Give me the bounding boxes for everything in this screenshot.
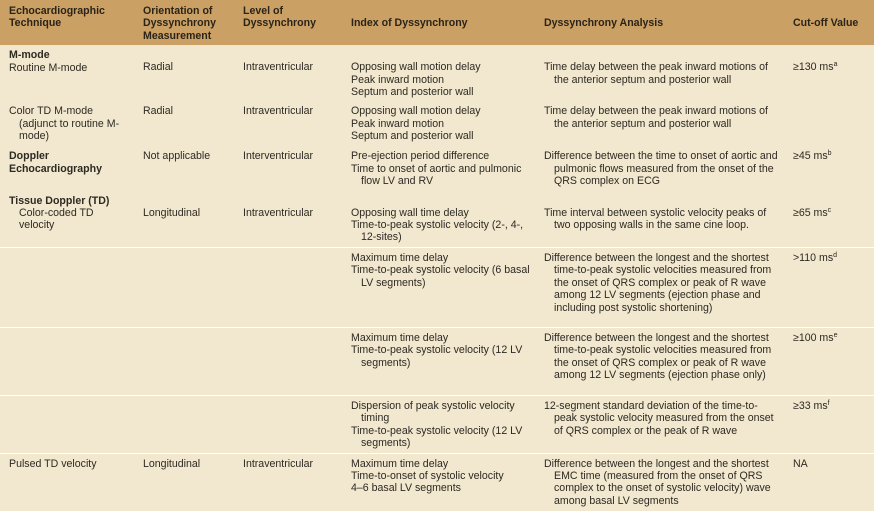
cutoff-footnote: b [827, 150, 832, 158]
cell-index [342, 146, 535, 190]
cell-cutoff [784, 101, 874, 146]
table-row [0, 327, 874, 395]
analysis-text: Difference between the longest and the shortest EMC time (measured from the onset of QRS complex to the onset of systolic velocity) wave among basal LV segments [544, 457, 771, 507]
cutoff-value: ≥65 ms [793, 206, 828, 219]
technique-name: Color-coded TD velocity [19, 207, 94, 232]
index-line: Time-to-onset of systolic velocity [351, 469, 504, 482]
technique-category: M-mode [9, 49, 50, 62]
header-orientation: Orientation of Dyssynchrony Measurement [134, 0, 234, 45]
cell-index [342, 453, 535, 510]
technique-category: Doppler Echocardiography [9, 150, 103, 175]
cell-level [234, 247, 342, 327]
index-line: Peak inward motion [351, 73, 445, 86]
cutoff-footnote: d [833, 251, 838, 259]
cell-technique [0, 395, 134, 453]
cell-analysis [535, 45, 784, 101]
cell-cutoff [784, 247, 874, 327]
cell-technique [0, 247, 134, 327]
cell-technique [0, 146, 134, 190]
analysis-text: Time delay between the peak inward motions of the anterior septum and posterior wall [544, 105, 768, 130]
cell-orientation: Radial [143, 61, 174, 74]
cell-technique [0, 45, 134, 101]
cell-level: Intraventricular [243, 206, 314, 219]
cutoff-value: >110 ms [793, 251, 834, 264]
technique-name: Routine M-mode [9, 61, 88, 74]
cell-analysis [535, 395, 784, 453]
cutoff-value: ≥130 ms [793, 61, 834, 74]
table-header [0, 0, 874, 45]
cell-technique [0, 191, 134, 248]
table-row [0, 247, 874, 327]
technique-name: Color TD M-mode (adjunct to routine M-mode) [9, 105, 120, 143]
cutoff-footnote: a [833, 61, 838, 69]
cutoff-value: ≥100 ms [793, 331, 834, 344]
analysis-text: 12-segment standard deviation of the time-to-peak systolic velocity measured from the onset of QRS complex or the peak of R wave [544, 399, 774, 437]
analysis-text: Time delay between the peak inward motions of the anterior septum and posterior wall [544, 61, 768, 86]
cell-index [342, 327, 535, 395]
cell-cutoff [784, 191, 874, 248]
analysis-text: Difference between the longest and the shortest time-to-peak systolic velocities measured from the onset of QRS complex or peak of R wave among 12 LV segments (ejection phase and including post systolic shortening) [544, 251, 772, 314]
cell-index [342, 247, 535, 327]
cell-orientation: Longitudinal [143, 206, 201, 219]
index-line: Time to onset of aortic and pulmonic flow LV and RV [351, 162, 522, 188]
cell-technique: Pulsed TD velocity [0, 453, 134, 510]
index-line: Time-to-peak systolic velocity (12 LV segments) [351, 344, 523, 369]
cutoff-value: ≥45 ms [793, 150, 828, 163]
cell-analysis [535, 146, 784, 190]
cell-level: Intraventricular [243, 105, 314, 118]
cell-orientation [134, 327, 234, 395]
index-line: Time-to-peak systolic velocity (2-, 4-, 12-sites) [351, 219, 524, 244]
cell-analysis [535, 247, 784, 327]
cell-orientation [134, 395, 234, 453]
cell-index [342, 45, 535, 101]
header-level: Level of Dyssynchrony [234, 0, 342, 45]
analysis-text: Time interval between systolic velocity peaks of two opposing walls in the same cine loop. [544, 206, 767, 232]
cell-level [234, 327, 342, 395]
table-row [0, 146, 874, 190]
cell-technique [0, 101, 134, 146]
analysis-text: Difference between the time to onset of aortic and pulmonic flows measured from the onset of the QRS complex on ECG [544, 150, 778, 188]
cell-technique [0, 327, 134, 395]
table-row [0, 101, 874, 146]
cell-cutoff [784, 327, 874, 395]
technique-category: Tissue Doppler (TD) [9, 194, 110, 207]
cutoff-value: NA [793, 457, 808, 470]
table-row [0, 453, 874, 510]
cell-orientation: Longitudinal [134, 453, 234, 510]
analysis-text: Difference between the longest and the shortest time-to-peak systolic velocities measured from the onset of QRS complex or peak of R wave among 12 LV segments (ejection phase only) [544, 331, 772, 382]
cell-index [342, 191, 535, 248]
index-line: Opposing wall motion delay [351, 105, 481, 118]
index-line: Maximum time delay [351, 457, 449, 470]
header-analysis: Dyssynchrony Analysis [535, 0, 784, 45]
index-line: Septum and posterior wall [351, 86, 474, 99]
index-line: 4–6 basal LV segments [351, 482, 461, 495]
cell-orientation: Radial [143, 105, 174, 118]
index-line: Peak inward motion [351, 117, 445, 130]
cell-cutoff [784, 146, 874, 190]
cell-index [342, 395, 535, 453]
cell-cutoff [784, 453, 874, 510]
cell-analysis [535, 453, 784, 510]
index-line: Opposing wall time delay [351, 206, 469, 219]
cell-level: Intraventricular [243, 61, 314, 74]
cell-cutoff [784, 45, 874, 101]
index-line: Pre-ejection period difference [351, 150, 490, 163]
cell-level: Intraventricular [234, 453, 342, 510]
table-row [0, 45, 874, 101]
header-cutoff: Cut-off Value [784, 0, 874, 45]
cutoff-footnote: e [833, 331, 838, 339]
cell-cutoff [784, 395, 874, 453]
cutoff-footnote: c [827, 206, 832, 214]
cell-orientation: Not applicable [143, 150, 211, 163]
cutoff-value: ≥33 ms [793, 399, 828, 412]
cell-level: Interventricular [243, 150, 314, 163]
table-row [0, 191, 874, 248]
cell-index [342, 101, 535, 146]
header-technique: Echocardiographic Technique [0, 0, 134, 45]
table-row [0, 395, 874, 453]
index-line: Time-to-peak systolic velocity (12 LV segments) [351, 424, 523, 450]
cutoff-footnote: f [827, 399, 830, 407]
cell-analysis [535, 191, 784, 248]
index-line: Maximum time delay [351, 251, 449, 264]
cell-level [234, 395, 342, 453]
index-line: Opposing wall motion delay [351, 61, 481, 74]
index-line: Septum and posterior wall [351, 130, 474, 143]
cell-analysis [535, 327, 784, 395]
index-line: Maximum time delay [351, 331, 449, 344]
header-index: Index of Dyssynchrony [342, 0, 535, 45]
cell-analysis [535, 101, 784, 146]
cell-orientation [134, 247, 234, 327]
index-line: Time-to-peak systolic velocity (6 basal LV segments) [351, 264, 530, 289]
index-line: Dispersion of peak systolic velocity timing [351, 399, 515, 425]
